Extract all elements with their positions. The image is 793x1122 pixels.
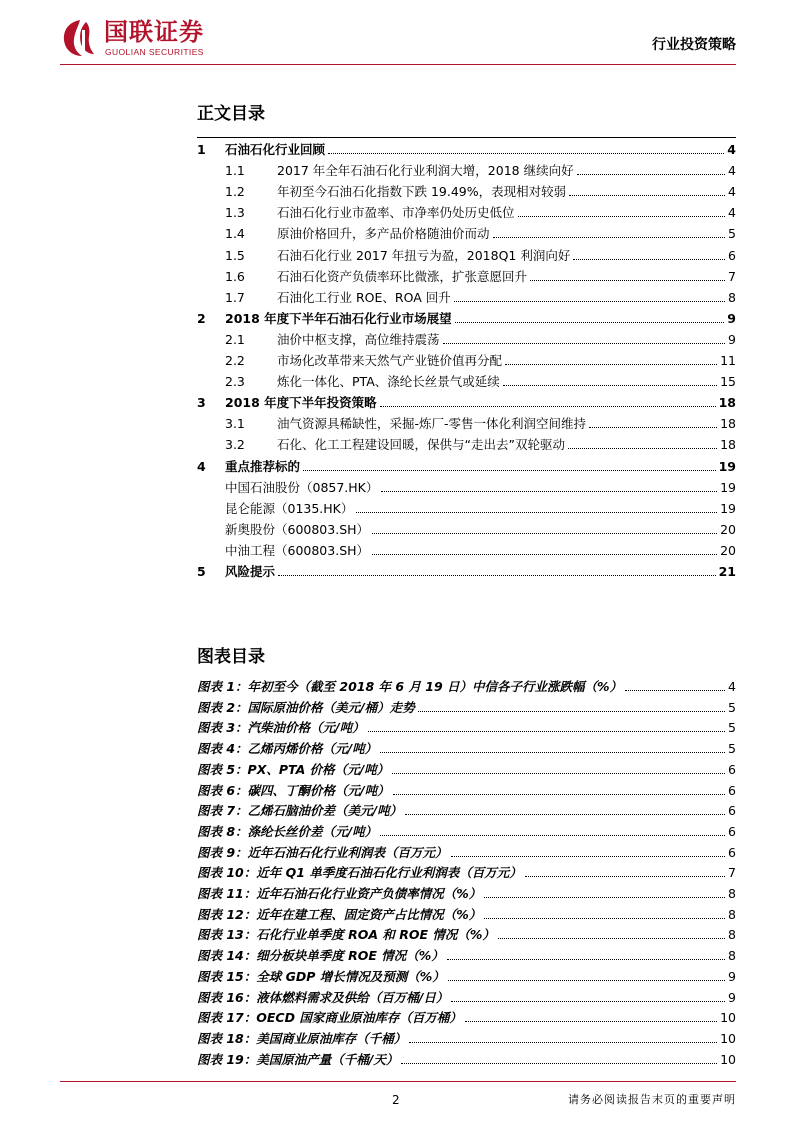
toc-dot-leader <box>381 491 717 492</box>
toc-entry-number: 5 <box>197 564 206 579</box>
toc-dot-leader <box>577 174 725 175</box>
figure-entry-page: 9 <box>728 968 736 984</box>
toc-entry-number: 1.5 <box>225 247 245 263</box>
figure-entry-page: 6 <box>728 761 736 777</box>
figure-dot-leader <box>405 814 725 815</box>
toc-entry-number: 1.2 <box>225 184 245 200</box>
figure-entry-title: 图表 6：碳四、丁酮价格（元/吨） <box>197 782 390 798</box>
figure-dot-leader <box>451 1001 725 1002</box>
figure-entry-page: 9 <box>728 989 736 1005</box>
toc-entry-number: 2.3 <box>225 374 245 390</box>
figure-dot-leader <box>368 731 725 732</box>
toc-entry-title: 市场化改革带来天然气产业链价值再分配 <box>277 353 503 368</box>
figure-entry-title: 图表 1：年初至今（截至 2018 年 6 月 19 日）中信各子行业涨跌幅（%） <box>197 679 623 694</box>
logo-cn-text: 国联证券 <box>104 18 204 46</box>
toc-dot-leader <box>569 195 725 196</box>
toc-dot-leader <box>493 237 726 238</box>
figure-dot-leader <box>498 938 725 939</box>
toc-entry-number: 1.4 <box>225 226 245 242</box>
toc-entry-title: 原油价格回升，多产品价格随油价而动 <box>277 226 490 242</box>
figure-dot-leader <box>418 711 725 712</box>
figure-list-entry[interactable] <box>197 943 736 964</box>
figure-entry-title: 图表 17：OECD 国家商业原油库存（百万桶） <box>197 1010 462 1026</box>
toc-entry-title: 昆仑能源（0135.HK） <box>225 500 354 516</box>
toc-entry[interactable] <box>197 179 736 200</box>
figure-list-entry[interactable] <box>197 860 736 881</box>
toc-entry-title: 炼化一体化、PTA、涤纶长丝景气或延续 <box>277 374 500 390</box>
figure-list-entry[interactable] <box>197 674 736 695</box>
toc-entry[interactable] <box>197 411 736 432</box>
figure-list-entry[interactable] <box>197 736 736 757</box>
toc-entry[interactable] <box>197 496 736 517</box>
toc-entry[interactable] <box>197 517 736 538</box>
toc-entry-title: 中油工程（600803.SH） <box>225 542 370 558</box>
figure-dot-leader <box>484 918 725 919</box>
figure-entry-page: 8 <box>728 886 736 901</box>
toc-entry-number: 3.2 <box>225 437 245 453</box>
figure-entry-page: 5 <box>728 741 736 757</box>
footer-divider <box>60 1081 736 1082</box>
toc-entry-page: 19 <box>720 479 736 495</box>
toc-entry-title: 石油石化行业 2017 年扭亏为盈，2018Q1 利润向好 <box>277 247 571 263</box>
toc-entry[interactable] <box>197 327 736 348</box>
logo-en-text: GUOLIAN SECURITIES <box>105 47 204 57</box>
figure-list-entry[interactable] <box>197 695 736 716</box>
figure-entry-page: 10 <box>720 1010 736 1026</box>
figure-list-entry[interactable] <box>197 881 736 902</box>
toc-entry-title: 油价中枢支撑，高位维持震荡 <box>277 331 440 347</box>
toc-entry[interactable] <box>197 137 736 158</box>
toc-entry-title: 新奥股份（600803.SH） <box>225 521 370 537</box>
toc-entry-number: 1.3 <box>225 205 245 221</box>
figure-dot-leader <box>525 876 725 877</box>
toc-entry-page: 18 <box>718 395 736 411</box>
toc-entry[interactable] <box>197 348 736 369</box>
figure-entry-page: 8 <box>728 906 736 922</box>
toc-entry-title: 重点推荐标的 <box>225 458 301 474</box>
toc-entry-number: 2.2 <box>225 353 245 368</box>
toc-dot-leader <box>455 322 725 323</box>
report-type-title: 行业投资策略 <box>652 37 736 53</box>
figure-dot-leader <box>380 835 725 836</box>
figure-entry-title: 图表 12：近年在建工程、固定资产占比情况（%） <box>197 906 482 922</box>
toc-dot-leader <box>356 512 717 513</box>
toc-entry-number: 1 <box>197 142 206 157</box>
figure-entry-page: 5 <box>728 699 736 715</box>
toc-entry[interactable] <box>197 559 736 580</box>
figure-entry-title: 图表 19：美国原油产量（千桶/天） <box>197 1051 399 1067</box>
toc-entry-title: 中国石油股份（0857.HK） <box>225 479 379 495</box>
toc-entry[interactable] <box>197 221 736 242</box>
guolian-logo-icon <box>60 16 100 60</box>
toc-entry[interactable] <box>197 369 736 390</box>
figure-dot-leader <box>447 959 725 960</box>
toc-entry-number: 1.6 <box>225 268 245 284</box>
toc-entry[interactable] <box>197 390 736 411</box>
toc-dot-leader <box>518 216 726 217</box>
toc-entry-title: 年初至今石油石化指数下跌 19.49%，表现相对较弱 <box>277 184 567 200</box>
figure-list-entry[interactable] <box>197 715 736 736</box>
toc-entry-number: 3.1 <box>225 416 245 432</box>
toc-entry-title: 石油石化行业市盈率、市净率仍处历史低位 <box>277 205 515 221</box>
toc-entry-number: 2.1 <box>225 331 245 347</box>
figure-list-entry[interactable] <box>197 1047 736 1068</box>
figure-entry-title: 图表 10：近年 Q1 单季度石油石化行业利润表（百万元） <box>197 865 522 881</box>
figure-entry-title: 图表 7：乙烯石脑油价差（美元/吨） <box>197 803 403 819</box>
toc-dot-leader <box>454 301 725 302</box>
figure-dot-leader <box>451 856 725 857</box>
toc-entry-page: 19 <box>718 458 736 474</box>
figure-entry-title: 图表 15：全球 GDP 增长情况及预测（%） <box>197 968 445 984</box>
figure-list-entry[interactable] <box>197 902 736 923</box>
toc-dot-leader <box>530 280 725 281</box>
figure-list-entry[interactable] <box>197 757 736 778</box>
toc-entry-page: 19 <box>720 500 736 516</box>
figure-entry-title: 图表 9：近年石油石化行业利润表（百万元） <box>197 844 448 860</box>
toc-entry-page: 9 <box>727 310 736 326</box>
toc-entry-page: 11 <box>720 353 736 368</box>
figure-list-entry[interactable] <box>197 1005 736 1026</box>
toc-entry[interactable] <box>197 264 736 285</box>
toc-entry-page: 20 <box>720 542 736 558</box>
toc-heading: 正文目录 <box>197 104 265 124</box>
toc-entry[interactable] <box>197 432 736 453</box>
toc-entry-title: 2017 年全年石油石化行业利润大增，2018 继续向好 <box>277 163 574 179</box>
toc-entry-title: 2018 年度下半年石油石化行业市场展望 <box>225 310 452 326</box>
toc-entry-page: 18 <box>720 437 736 453</box>
toc-entry-title: 石油石化行业回顾 <box>225 142 326 157</box>
toc-entry-page: 18 <box>720 416 736 432</box>
toc-entry-number: 2 <box>197 310 206 326</box>
toc-entry-title: 2018 年度下半年投资策略 <box>225 395 377 411</box>
toc-entry-number: 1.7 <box>225 289 245 305</box>
toc-dot-leader <box>278 575 716 576</box>
toc-entry-title: 石化、化工工程建设回暖，保供与“走出去”双轮驱动 <box>277 437 565 453</box>
figure-list-entry[interactable] <box>197 1026 736 1047</box>
toc-dot-leader <box>573 259 725 260</box>
toc-dot-leader <box>328 153 724 154</box>
figure-entry-page: 8 <box>728 948 736 964</box>
toc-entry-page: 20 <box>720 521 736 537</box>
figure-dot-leader <box>409 1042 717 1043</box>
toc-entry-page: 4 <box>728 163 736 179</box>
toc-entry-title: 石油石化资产负债率环比微涨，扩张意愿回升 <box>277 268 528 284</box>
figure-list-entry[interactable] <box>197 964 736 985</box>
figure-entry-page: 4 <box>728 679 736 694</box>
toc-entry-number: 3 <box>197 395 206 411</box>
toc-dot-leader <box>589 427 717 428</box>
toc-dot-leader <box>505 364 717 365</box>
figure-entry-page: 8 <box>728 927 736 943</box>
toc-entry-page: 15 <box>720 374 736 390</box>
toc-entry[interactable] <box>197 306 736 327</box>
toc-entry-page: 9 <box>728 331 736 347</box>
toc-entry[interactable] <box>197 243 736 264</box>
toc-entry[interactable] <box>197 200 736 221</box>
toc-entry-page: 7 <box>728 268 736 284</box>
figure-entry-title: 图表 13：石化行业单季度 ROA 和 ROE 情况（%） <box>197 927 495 943</box>
figure-dot-leader <box>484 897 725 898</box>
toc-entry-title: 石油化工行业 ROE、ROA 回升 <box>277 289 451 305</box>
toc-entry-page: 6 <box>728 247 736 263</box>
header-divider <box>60 64 736 65</box>
figure-entry-page: 5 <box>728 720 736 736</box>
figure-entry-page: 6 <box>728 803 736 819</box>
figure-entry-page: 6 <box>728 782 736 798</box>
toc-dot-leader <box>372 554 717 555</box>
figure-dot-leader <box>465 1021 717 1022</box>
toc-entry-number: 4 <box>197 458 206 474</box>
figure-entry-page: 10 <box>720 1051 736 1067</box>
toc-entry[interactable] <box>197 285 736 306</box>
figure-entry-title: 图表 4：乙烯丙烯价格（元/吨） <box>197 741 378 757</box>
toc-entry[interactable] <box>197 158 736 179</box>
figure-list-entry[interactable] <box>197 840 736 861</box>
toc-dot-leader <box>380 406 716 407</box>
figure-list-entry[interactable] <box>197 798 736 819</box>
figure-dot-leader <box>393 794 725 795</box>
figure-list-entry[interactable] <box>197 778 736 799</box>
figure-entry-page: 6 <box>728 823 736 839</box>
toc-entry[interactable] <box>197 454 736 475</box>
figure-entry-title: 图表 2：国际原油价格（美元/桶）走势 <box>197 699 415 715</box>
figure-list-entry[interactable] <box>197 922 736 943</box>
toc-dot-leader <box>503 385 717 386</box>
toc-entry-page: 4 <box>728 184 736 200</box>
toc-entry-page: 4 <box>728 205 736 221</box>
figure-entry-title: 图表 14：细分板块单季度 ROE 情况（%） <box>197 948 444 964</box>
toc-entry-page: 8 <box>728 289 736 305</box>
figure-dot-leader <box>448 980 725 981</box>
figure-dot-leader <box>625 690 725 691</box>
figure-dot-leader <box>401 1063 717 1064</box>
figure-list-entry[interactable] <box>197 985 736 1006</box>
toc-entry-page: 5 <box>728 226 736 242</box>
page-header <box>60 14 736 62</box>
toc-entry[interactable] <box>197 475 736 496</box>
toc-entry-page: 21 <box>718 564 736 579</box>
figure-entry-title: 图表 8：涤纶长丝价差（元/吨） <box>197 823 378 839</box>
toc-entry-page: 4 <box>727 142 736 157</box>
figure-entry-title: 图表 16：液体燃料需求及供给（百万桶/日） <box>197 989 449 1005</box>
figure-list-entry[interactable] <box>197 819 736 840</box>
toc-entry-title: 油气资源具稀缺性，采掘-炼厂-零售一体化利润空间维持 <box>277 416 587 432</box>
toc-dot-leader <box>443 343 726 344</box>
figure-list-heading: 图表目录 <box>197 647 265 667</box>
company-logo <box>60 16 220 60</box>
toc-dot-leader <box>372 533 717 534</box>
figure-entry-page: 10 <box>720 1030 736 1046</box>
figure-entry-title: 图表 3：汽柴油价格（元/吨） <box>197 720 365 736</box>
figure-dot-leader <box>392 773 725 774</box>
figure-entry-title: 图表 18：美国商业原油库存（千桶） <box>197 1030 407 1046</box>
toc-entry-title: 风险提示 <box>225 564 276 579</box>
toc-dot-leader <box>303 470 716 471</box>
disclaimer-note: 请务必阅读报告末页的重要声明 <box>568 1093 736 1106</box>
toc-dot-leader <box>568 448 717 449</box>
figure-dot-leader <box>380 752 725 753</box>
figure-entry-title: 图表 5：PX、PTA 价格（元/吨） <box>197 761 390 777</box>
toc-entry-number: 1.1 <box>225 163 245 179</box>
figure-entry-page: 6 <box>728 844 736 860</box>
figure-entry-page: 7 <box>728 865 736 881</box>
page-number: 2 <box>392 1093 400 1107</box>
toc-entry[interactable] <box>197 538 736 559</box>
figure-entry-title: 图表 11：近年石油石化行业资产负债率情况（%） <box>197 886 482 901</box>
